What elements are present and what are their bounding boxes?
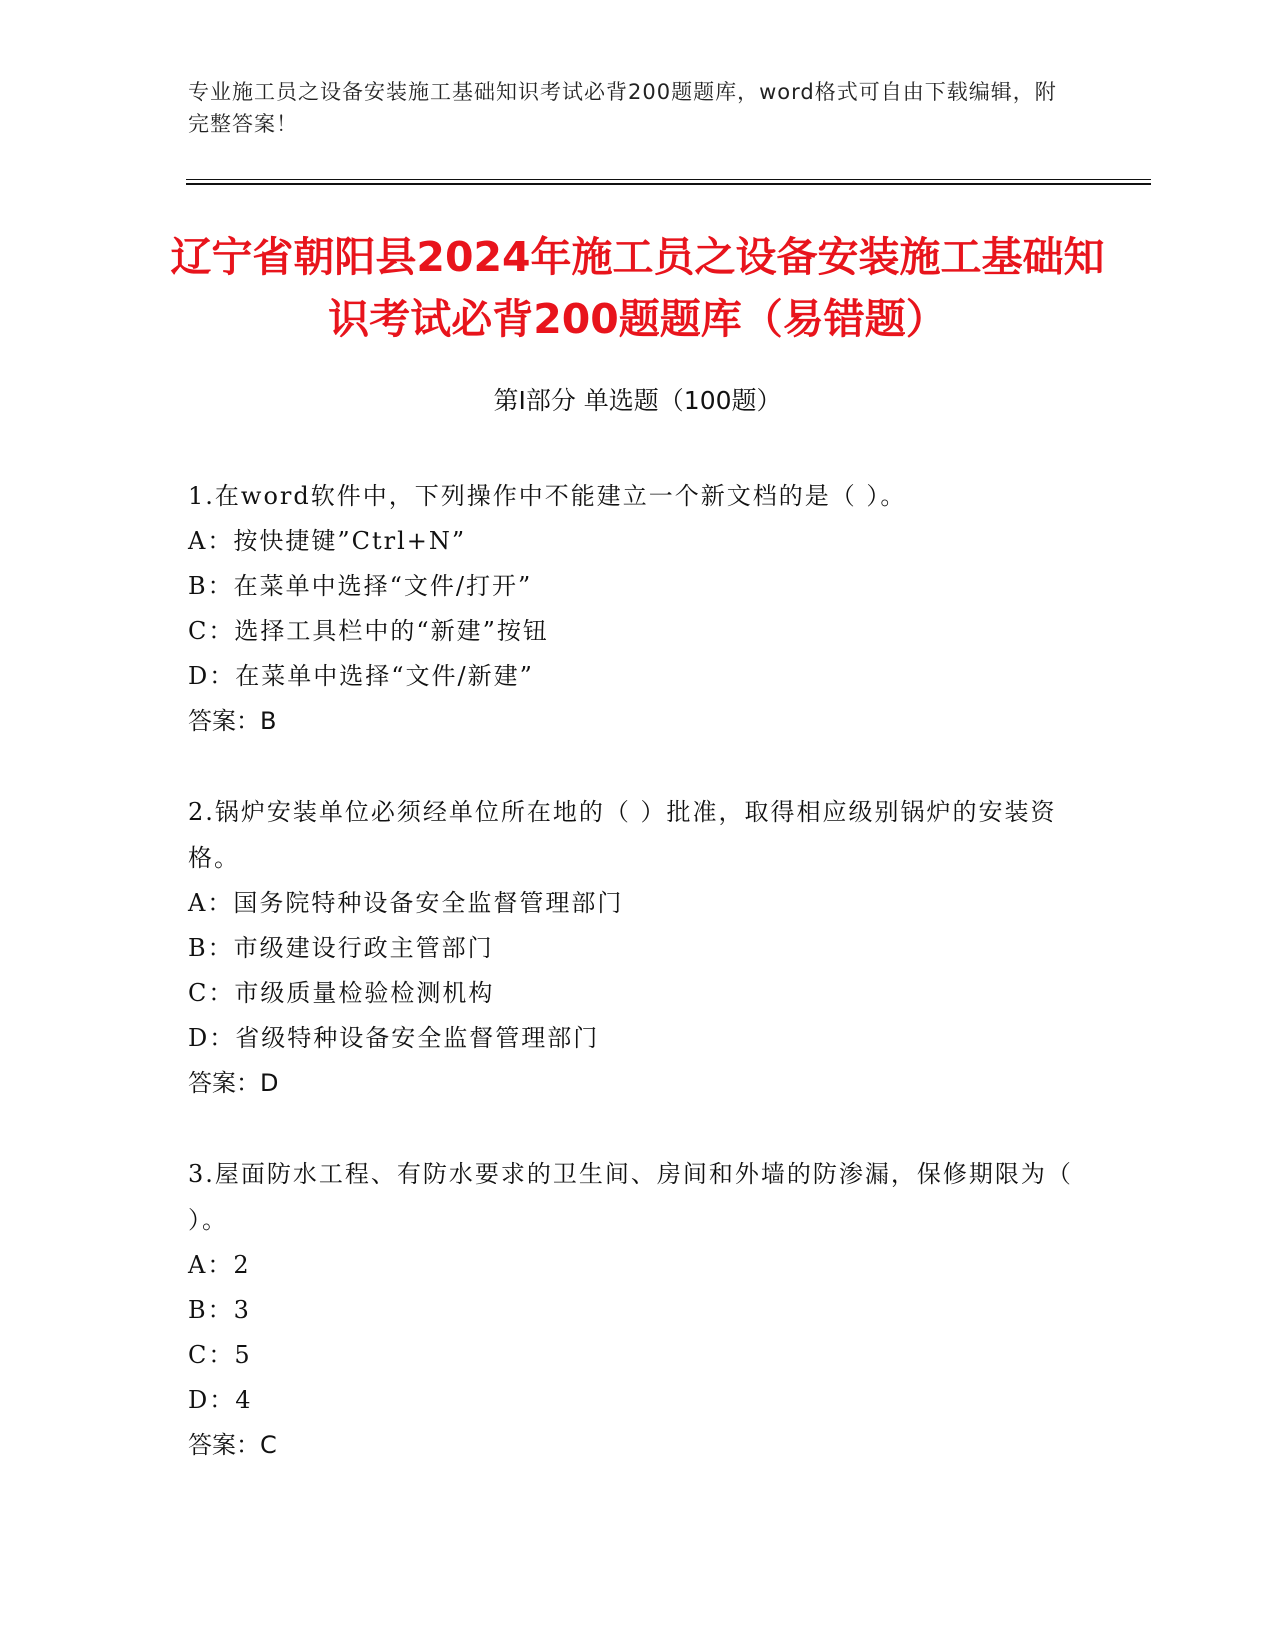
document-title: 辽宁省朝阳县2024年施工员之设备安装施工基础知识考试必背200题题库（易错题） xyxy=(170,233,1105,343)
question-item xyxy=(188,473,1088,744)
question-stem: 3.屋面防水工程、有防水要求的卫生间、房间和外墙的防渗漏，保修期限为（ ）。 xyxy=(188,1160,1073,1234)
option-a: A：按快捷键”Ctrl+N” xyxy=(188,527,467,555)
question-item xyxy=(188,789,1088,1106)
answer: 答案：D xyxy=(188,1069,279,1097)
option-d: D：4 xyxy=(188,1386,253,1414)
question-stem: 1.在word软件中，下列操作中不能建立一个新文档的是（ ）。 xyxy=(188,482,907,510)
option-a: A：国务院特种设备安全监督管理部门 xyxy=(188,889,624,917)
option-c: C：选择工具栏中的“新建”按钮 xyxy=(188,617,549,645)
header-divider-thick xyxy=(186,183,1151,185)
question-item xyxy=(188,1151,1088,1468)
option-b: B：市级建设行政主管部门 xyxy=(188,934,494,962)
option-a: A：2 xyxy=(188,1251,251,1279)
option-c: C：5 xyxy=(188,1341,252,1369)
header-note: 专业施工员之设备安装施工基础知识考试必背200题题库，word格式可自由下载编辑，附完整答案！ xyxy=(188,80,1057,136)
answer: 答案：B xyxy=(188,707,277,735)
option-d: D：在菜单中选择“文件/新建” xyxy=(188,662,534,690)
answer: 答案：C xyxy=(188,1431,277,1459)
section-title: 第I部分 单选题（100题） xyxy=(493,386,782,415)
question-stem: 2.锅炉安装单位必须经单位所在地的（ ）批准，取得相应级别锅炉的安装资格。 xyxy=(188,798,1057,872)
option-b: B：在菜单中选择“文件/打开” xyxy=(188,572,533,600)
option-c: C：市级质量检验检测机构 xyxy=(188,979,495,1007)
option-d: D：省级特种设备安全监督管理部门 xyxy=(188,1024,600,1052)
option-b: B：3 xyxy=(188,1296,251,1324)
header-divider-thin xyxy=(186,179,1151,180)
question-list xyxy=(188,473,1088,1513)
